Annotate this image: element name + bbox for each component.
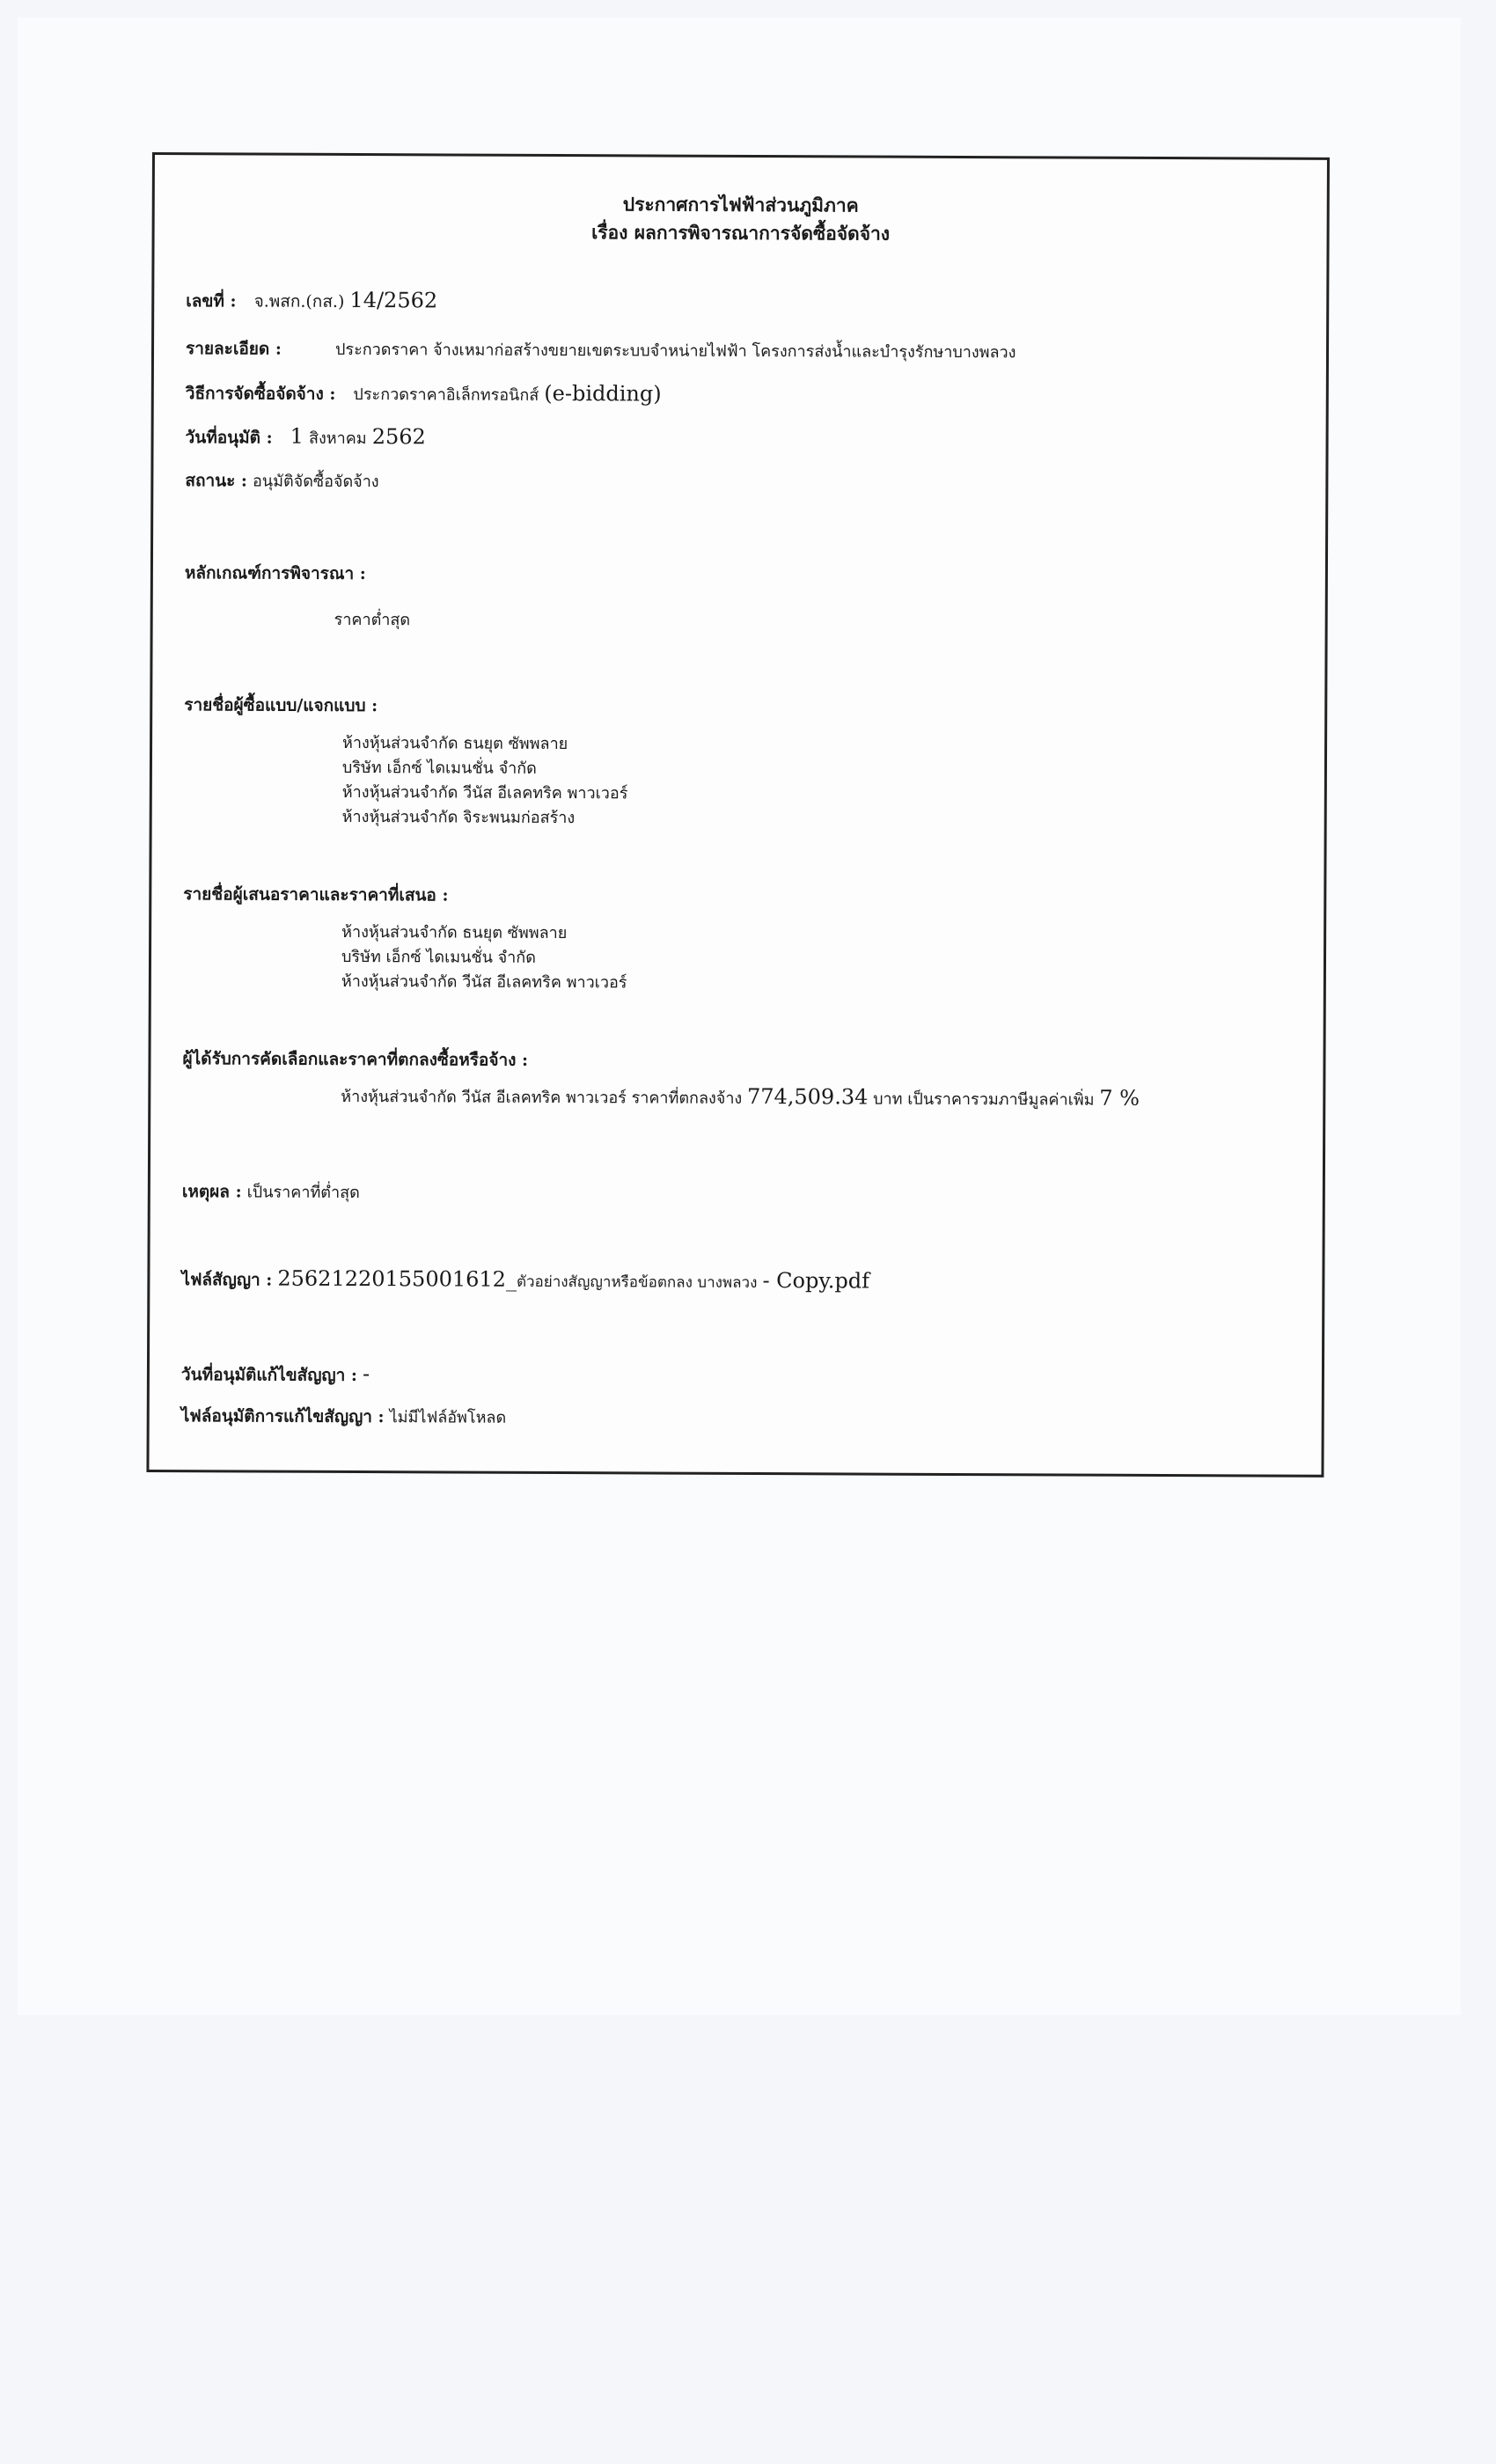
bidder-item: บริษัท เอ็กซ์ ไดเมนชั่น จำกัด [341, 947, 536, 967]
contract-label: ไฟล์สัญญา : [181, 1270, 273, 1290]
buyer-item: ห้างหุ้นส่วนจำกัด ธนยุต ซัพพลาย [342, 733, 568, 754]
announcement-title: ประกาศการไฟฟ้าส่วนภูมิภาค [622, 193, 859, 216]
contract-row [181, 1265, 869, 1295]
announcement-frame [146, 152, 1330, 1478]
detail-label: รายละเอียด : [185, 339, 282, 359]
amend-file-value: ไม่มีไฟล์อัพโหลด [389, 1408, 507, 1427]
method-value: ประกวดราคาอิเล็กทรอนิกส์ [353, 385, 539, 405]
method-value-en: (e-bidding) [544, 380, 662, 407]
approve-date-label: วันที่อนุมัติ : [185, 428, 273, 448]
approve-year: 2562 [371, 424, 426, 450]
contract-file-ext[interactable]: - Copy.pdf [762, 1268, 870, 1294]
approve-date-row [186, 423, 426, 451]
method-label: วิธีการจัดซื้อจัดจ้าง : [185, 384, 336, 404]
detail-value: ประกวดราคา จ้างเหมาก่อสร้างขยายเขตระบบจำหน่ายไฟฟ้า โครงการส่งน้ำและบำรุงรักษาบางพลวง [334, 340, 1016, 363]
bidder-item: ห้างหุ้นส่วนจำกัด วีนัส อีเลคทริค พาวเวอร์ [341, 972, 627, 993]
bidders-label: รายชื่อผู้เสนอราคาและราคาที่เสนอ : [183, 884, 449, 906]
buyers-label: รายชื่อผู้ซื้อแบบ/แจกแบบ : [184, 695, 378, 716]
winner-label: ผู้ได้รับการคัดเลือกและราคาที่ตกลงซื้อหรือจ้าง : [182, 1049, 529, 1070]
method-row [186, 379, 662, 408]
winner-line [341, 1082, 1140, 1112]
announcement-subject: เรื่อง ผลการพิจารณาการจัดซื้อจัดจ้าง [591, 221, 891, 245]
criteria-value: ราคาต่ำสุด [334, 610, 411, 630]
amend-file-row [181, 1403, 507, 1431]
winner-suffix: บาท เป็นราคารวมภาษีมูลค่าเพิ่ม [873, 1089, 1095, 1110]
buyer-item: บริษัท เอ็กซ์ ไดเมนชั่น จำกัด [341, 758, 537, 778]
criteria-label: หลักเกณฑ์การพิจารณา : [184, 563, 366, 584]
status-row [185, 467, 378, 495]
bidder-item: ห้างหุ้นส่วนจำกัด ธนยุต ซัพพลาย [341, 922, 568, 943]
winner-company: ห้างหุ้นส่วนจำกัด วีนัส อีเลคทริค พาวเวอร์ ราคาที่ตกลงจ้าง [341, 1087, 743, 1108]
status-label: สถานะ : [185, 471, 248, 491]
amend-date-value: - [362, 1361, 370, 1387]
reason-label: เหตุผล : [181, 1182, 242, 1202]
detail-row [185, 335, 1016, 363]
number-row [186, 287, 437, 315]
contract-file-name[interactable]: ตัวอย่างสัญญาหรือข้อตกลง บางพลวง [516, 1272, 758, 1293]
winner-amount: 774,509.34 [746, 1083, 869, 1110]
number-label: เลขที่ : [186, 291, 237, 312]
amend-date-row [181, 1360, 370, 1389]
amend-date-label: วันที่อนุมัติแก้ไขสัญญา : [180, 1365, 358, 1386]
reason-row [182, 1178, 360, 1206]
amend-file-label: ไฟล์อนุมัติการแก้ไขสัญญา : [180, 1406, 385, 1427]
number-prefix: จ.พสก.(กส.) [253, 291, 345, 312]
winner-vat: 7 % [1099, 1085, 1140, 1111]
approve-day: 1 [290, 423, 304, 449]
status-value: อนุมัติจัดซื้อจัดจ้าง [252, 472, 379, 492]
contract-file-id[interactable]: 25621220155001612_ [277, 1265, 517, 1292]
number-value: 14/2562 [349, 287, 438, 313]
buyer-item: ห้างหุ้นส่วนจำกัด วีนัส อีเลคทริค พาวเวอร์ [341, 782, 628, 803]
approve-month: สิงหาคม [308, 429, 367, 449]
reason-value: เป็นราคาที่ต่ำสุด [246, 1183, 360, 1203]
buyer-item: ห้างหุ้นส่วนจำกัด จิระพนมก่อสร้าง [341, 807, 576, 828]
